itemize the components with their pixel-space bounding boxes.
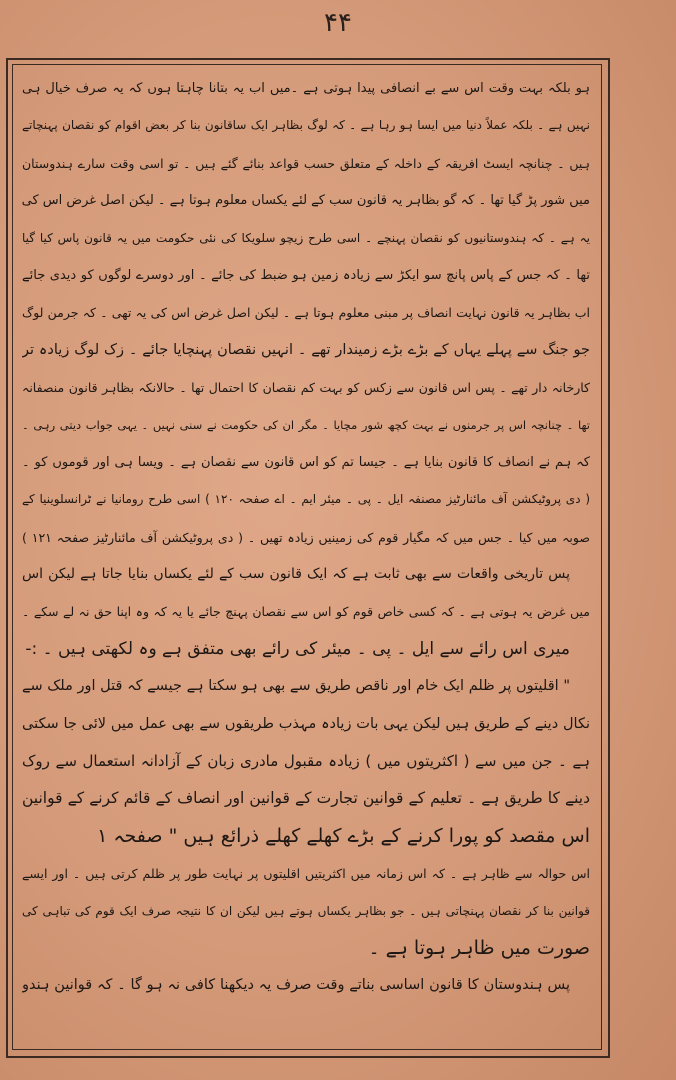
page-body-text [22, 70, 590, 1045]
text-line: نہیں ہے ۔ بلکہ عملاً دنیا میں ایسا ہو رہا ہے ۔ کہ لوگ بظاہر ایک ساقانون بنا کر بعض اقوام کو نقصان پہنچاتے [22, 118, 590, 133]
text-line: صوبہ میں کیا ۔ جس میں کہ مگیار قوم کی زمینیں زیادہ تھیں ۔ ( دی پروٹیکشن آف مائنارٹیز صفحہ ۱۲۱ ) [22, 529, 590, 545]
quote-line: نکال دینے کے طریق ہیں لیکن یہی بات زیادہ مہذب طریقوں سے بھی عمل میں لائی جا سکتی [22, 715, 590, 732]
text-line: ہیں ۔ چنانچہ ایسٹ افریقہ کے داخلہ کے متعلق حسب قواعد بنائے گئے ہیں ۔ تو اسی وقت سارے ہندوستان [22, 155, 590, 171]
text-line: جو جنگ سے پہلے یہاں کے بڑے بڑے زمیندار تھے ۔ انہیں نقصان پہنچایا جائے ۔ زک لوگ زیادہ تر [22, 341, 590, 358]
quote-line: اس مقصد کو پورا کرنے کے بڑے کھلے کھلے ذرائع ہیں " صفحہ ۱ [97, 824, 590, 847]
text-line: تھا ۔ چنانچہ اس پر جرمنوں نے بہت کچھ شور مچایا ۔ مگر ان کی حکومت نے سنی نہیں ۔ یہی جواب دیتی رہی ۔ [22, 417, 590, 432]
text-line: ہو بلکہ بہت وقت اس سے بے انصافی پیدا ہوتی ہے ۔میں اب یہ بتانا چاہتا ہوں کہ یہ صرف خیال ہی [22, 81, 590, 96]
text-line: یہ ہے ۔ کہ ہندوستانیوں کو نقصان پہنچے ۔ اسی طرح زیچو سلویکا کی نئی حکومت میں یہ قانون پاس کیا گیا [22, 230, 590, 245]
quote-line: دینے کا طریق ہے ۔ تعلیم کے قوانین تجارت کے قوانین اور انصاف کے قائم کرنے کے قوانین [22, 789, 590, 808]
quote-line: ہے ۔ جن میں سے ( اکثریتوں میں ) زیادہ مقبول مادری زبان کے آزادانہ استعمال سے روک [22, 752, 590, 771]
text-line: پس تاریخی واقعات سے بھی ثابت ہے کہ ایک قانون سب کے لئے یکساں بنایا جاتا ہے لیکن اس [22, 566, 570, 583]
text-line: اس حوالہ سے ظاہر ہے ۔ کہ اس زمانہ میں اکثریتیں اقلیتوں پر نہایت طور پر ظلم کرتی ہیں ۔ اور ایسے [22, 866, 590, 882]
text-line: میری اس رائے سے ایل ۔ پی ۔ میئر کی رائے بھی متفق ہے وہ لکھتی ہیں ۔ :- [25, 638, 570, 659]
text-line: پس ہندوستان کا قانون اساسی بناتے وقت صرف یہ دیکھنا کافی نہ ہو گا ۔ کہ قوانین ہندو [22, 977, 570, 994]
text-line: میں شور پڑ گیا تھا ۔ کہ گو بظاہر یہ قانون سب کے لئے یکساں معلوم ہوتا ہے ۔ لیکن اصل غرض اس کی [22, 193, 590, 209]
quote-line: " اقلیتوں پر ظلم ایک خام اور ناقص طریق سے بھی ہو سکتا ہے جیسے کہ قتل اور ملک سے [22, 678, 570, 695]
text-line: اب بظاہر یہ قانون نہایت انصاف پر مبنی معلوم ہوتا ہے ۔ لیکن اصل غرض اس کی یہ تھی ۔ کہ جرمن لوگ [22, 305, 590, 321]
text-line: تھا ۔ کہ جس کے پاس پانچ سو ایکڑ سے زیادہ زمین ہو ضبط کی جائے ۔ اور دوسرے لوگوں کو دیدی جائے [22, 267, 590, 283]
text-line: ( دی پروٹیکشن آف مائنارٹیز مصنفہ ایل ۔ پی ۔ میئر ایم ۔ اے صفحہ ۱۲۰ ) اسی طرح رومانیا نے ٹرانسلوینیا کے [22, 492, 590, 507]
text-line: قوانین بنا کر نقصان پہنچاتی ہیں ۔ جو بظاہر یکساں ہوتے ہیں لیکن ان کا نتیجہ صرف ایک قوم کی تباہی کی [22, 903, 590, 918]
page-number: ۴۴ [324, 8, 352, 38]
text-line: کہ ہم نے انصاف کا قانون بنایا ہے ۔ جیسا تم کو اس قانون سے نقصان ہے ۔ ویسا ہی اور قوموں کو ۔ [22, 454, 590, 470]
text-line: میں غرض یہ ہوتی ہے ۔ کہ کسی خاص قوم کو اس سے نقصان پہنچ جائے یا یہ کہ وہ اپنا حق نہ لے سکے ۔ [22, 604, 590, 620]
text-line: کارخانہ دار تھے ۔ پس اس قانون سے زکس کو بہت کم نقصان کا احتمال تھا ۔ حالانکہ بظاہر قانون منصفانہ [22, 380, 590, 396]
text-line: صورت میں ظاہر ہوتا ہے ۔ [368, 936, 590, 959]
